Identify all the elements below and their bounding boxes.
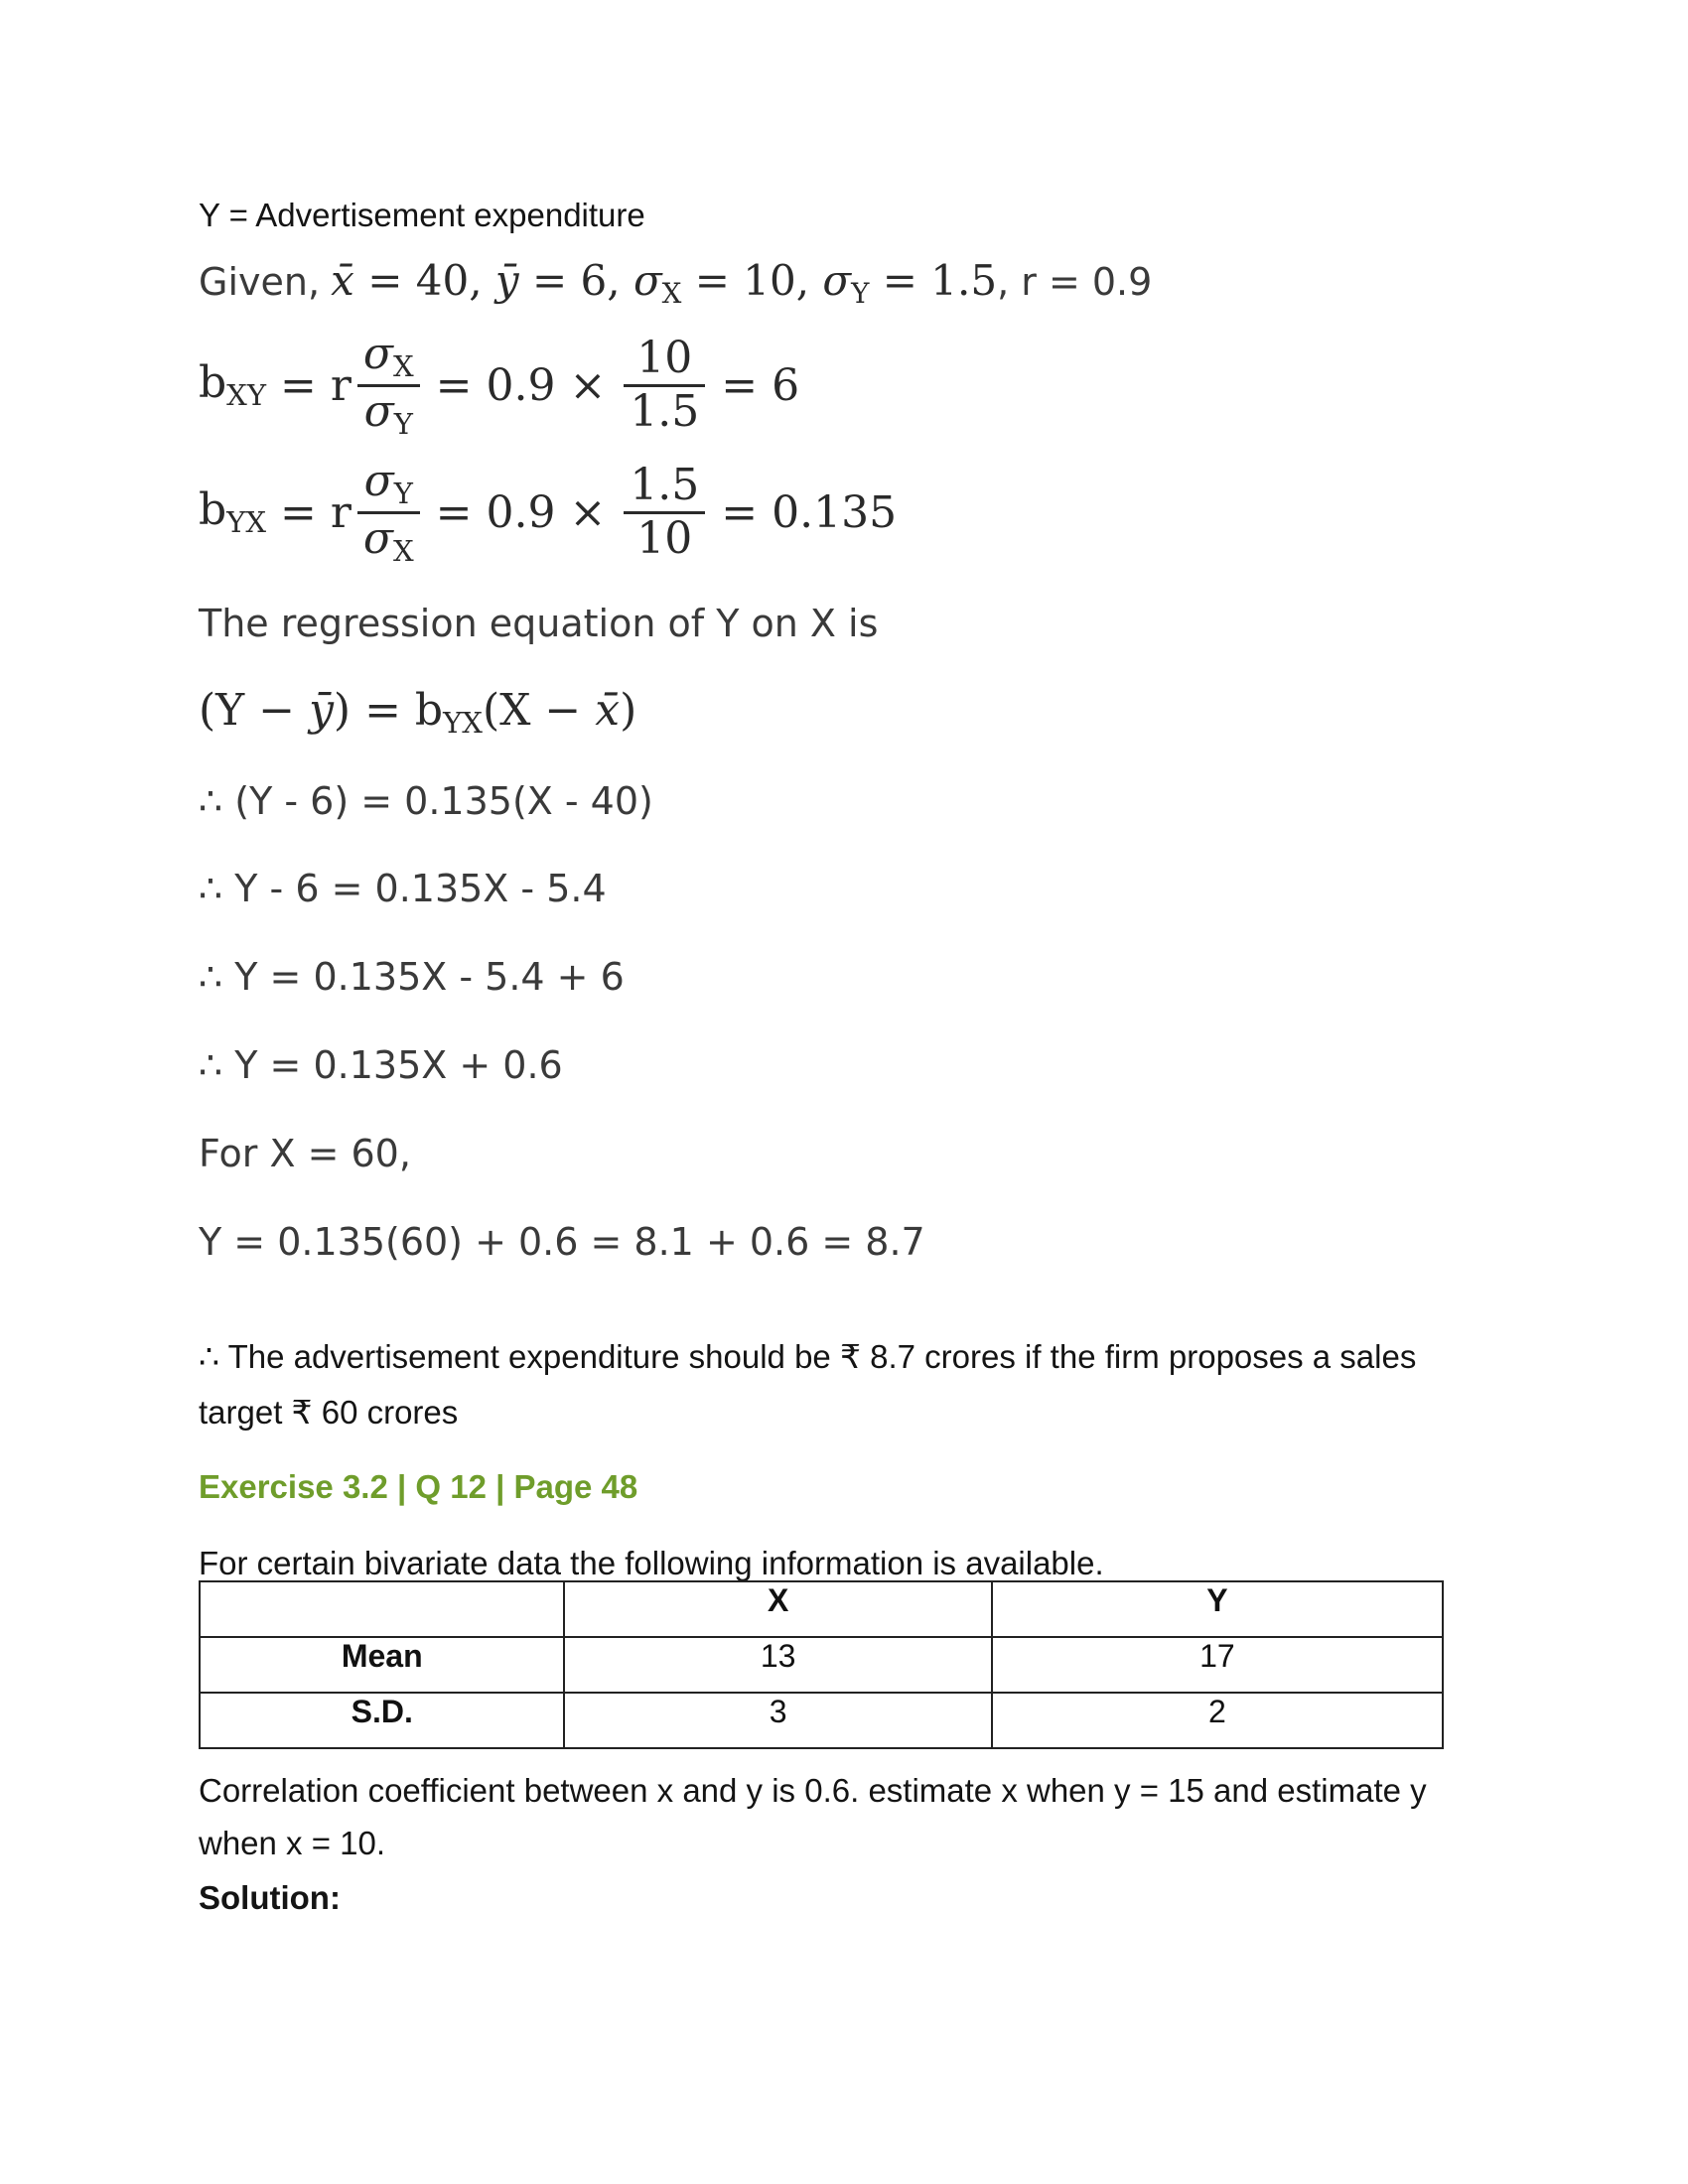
bxy-fraction-sigma: $\frac{\sigma_X}{\sigma_Y}$ bbox=[357, 330, 420, 441]
exercise-heading: Exercise 3.2 | Q 12 | Page 48 bbox=[199, 1468, 638, 1505]
given-values: x̄ = 40, ȳ = 6, $\sigma_X = 10$, $\sigma_Y = 1.5$ bbox=[331, 256, 998, 310]
bxy-equation: $b_{XY}$ = r $\frac{\sigma_X}{\sigma_Y}$ = 0.9 × $\frac{10}{1.5}$ = 6 bbox=[199, 329, 800, 441]
table-header-cell: Y bbox=[992, 1581, 1443, 1637]
table-row bbox=[200, 1693, 1443, 1748]
table-row bbox=[200, 1637, 1443, 1693]
step-1: ∴ (Y - 6) = 0.135(X - 40) bbox=[199, 779, 653, 823]
table-cell: 2 bbox=[992, 1693, 1443, 1748]
solution-label: Solution: bbox=[199, 1879, 341, 1916]
table-header-row bbox=[200, 1581, 1443, 1637]
table-header-cell: X bbox=[564, 1581, 991, 1637]
table-header-cell bbox=[200, 1581, 564, 1637]
table-cell: 13 bbox=[564, 1637, 991, 1693]
table-row-label: S.D. bbox=[200, 1693, 564, 1748]
given-r: , r = 0.9 bbox=[997, 260, 1153, 304]
byx-fraction-values: $\frac{1.5}{10}$ bbox=[624, 461, 705, 564]
table-cell: 3 bbox=[564, 1693, 991, 1748]
table-row-label: Mean bbox=[200, 1637, 564, 1693]
step-2: ∴ Y - 6 = 0.135X - 5.4 bbox=[199, 867, 607, 910]
question-line-1: Correlation coefficient between x and y is 0.6. estimate x when y = 15 and estimate y bbox=[199, 1772, 1427, 1809]
step-4: ∴ Y = 0.135X + 0.6 bbox=[199, 1043, 563, 1087]
bivariate-data-table bbox=[199, 1580, 1444, 1749]
question-intro: For certain bivariate data the following information is available. bbox=[199, 1545, 1104, 1581]
conclusion-line-1: ∴ The advertisement expenditure should be ₹ 8.7 crores if the firm proposes a sales bbox=[199, 1338, 1417, 1375]
step-3: ∴ Y = 0.135X - 5.4 + 6 bbox=[199, 955, 625, 999]
table-cell: 17 bbox=[992, 1637, 1443, 1693]
bxy-fraction-values: $\frac{10}{1.5}$ bbox=[624, 334, 705, 437]
y-definition: Y = Advertisement expenditure bbox=[199, 197, 645, 233]
conclusion-line-2: target ₹ 60 crores bbox=[199, 1394, 459, 1431]
given-prefix: Given, bbox=[199, 260, 321, 304]
regression-intro: The regression equation of Y on X is bbox=[199, 602, 879, 645]
given-line bbox=[199, 256, 1152, 310]
byx-fraction-sigma: $\frac{\sigma_Y}{\sigma_X}$ bbox=[357, 457, 420, 568]
for-x-line: For X = 60, bbox=[199, 1132, 411, 1175]
final-calculation: Y = 0.135(60) + 0.6 = 8.1 + 0.6 = 8.7 bbox=[199, 1220, 925, 1264]
question-line-2: when x = 10. bbox=[199, 1825, 386, 1861]
byx-equation: $b_{YX}$ = r $\frac{\sigma_Y}{\sigma_X}$ = 0.9 × $\frac{1.5}{10}$ = 0.135 bbox=[199, 456, 898, 568]
regression-general-equation: (Y − ȳ) = $b_{YX}(X$ − x̄) bbox=[199, 685, 637, 741]
